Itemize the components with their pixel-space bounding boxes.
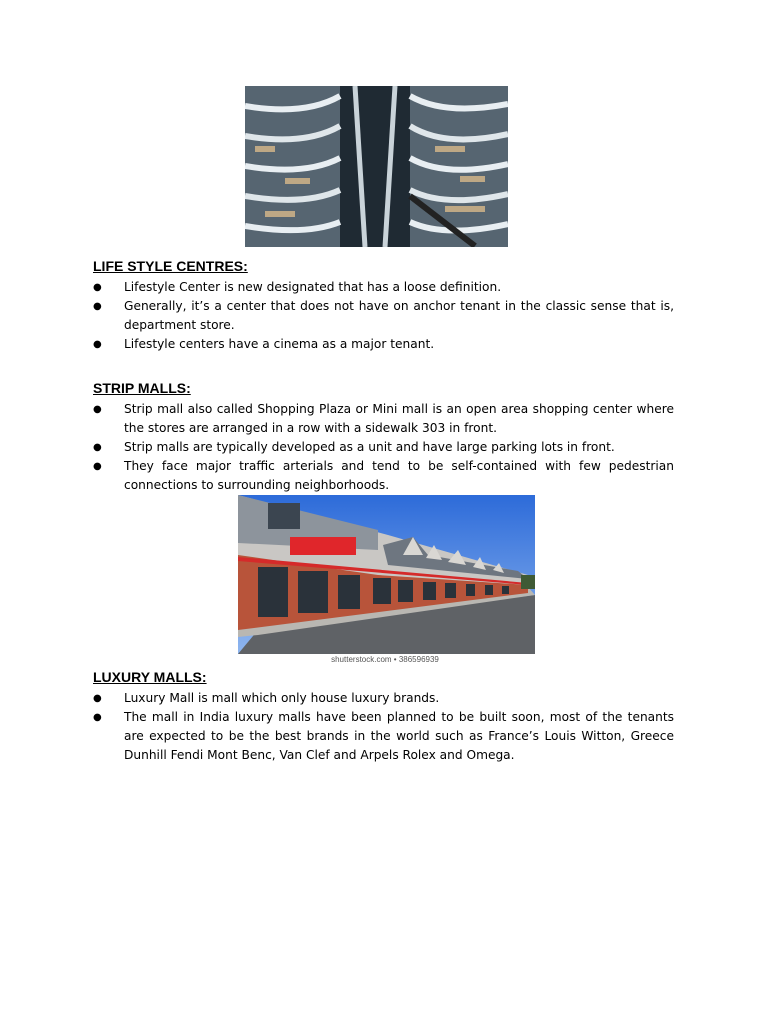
list-item-text: The mall in India luxury malls have been planned to be built soon, most of the tenants are expected to be the best brands in the world such as France’s Louis Witton, Greece Dunhill Fendi Mont Benc, Van Clef and Arpels Rolex and Omega. — [124, 710, 674, 762]
bullet-icon: ● — [93, 442, 102, 453]
list-item — [93, 400, 674, 438]
list-item-text: Strip malls are typically developed as a unit and have large parking lots in front. — [124, 440, 615, 454]
bullet-icon: ● — [93, 282, 102, 293]
bullet-icon: ● — [93, 712, 102, 723]
mall-interior-photo — [245, 86, 508, 247]
list-item-text: Strip mall also called Shopping Plaza or Mini mall is an open area shopping center where the stores are arranged in a row with a sidewalk 303 in front. — [124, 402, 674, 435]
bullet-icon: ● — [93, 339, 102, 350]
list-item — [93, 278, 674, 297]
bullet-icon: ● — [93, 404, 102, 415]
section-heading-lifestyle: LIFE STYLE CENTRES: — [93, 258, 248, 274]
list-item — [93, 689, 674, 708]
list-item-text: Luxury Mall is mall which only house luxury brands. — [124, 691, 440, 705]
lifestyle-bullet-list — [93, 278, 674, 354]
section-heading-luxury-malls: LUXURY MALLS: — [93, 669, 207, 685]
list-item — [93, 708, 674, 765]
list-item — [93, 457, 674, 495]
list-item-text: Lifestyle Center is new designated that has a loose definition. — [124, 280, 502, 294]
bullet-icon: ● — [93, 693, 102, 704]
strip-mall-photo — [238, 495, 535, 654]
bullet-icon: ● — [93, 301, 102, 312]
list-item-text: They face major traffic arterials and tend to be self-contained with few pedestrian connections to surrounding neighborhoods. — [124, 459, 674, 492]
list-item — [93, 335, 674, 354]
luxury-malls-bullet-list — [93, 689, 674, 765]
bullet-icon: ● — [93, 461, 102, 472]
section-heading-strip-malls: STRIP MALLS: — [93, 380, 191, 396]
strip-mall-photo-caption: shutterstock.com • 386596939 — [331, 655, 439, 664]
list-item — [93, 297, 674, 335]
list-item — [93, 438, 674, 457]
strip-malls-bullet-list — [93, 400, 674, 495]
list-item-text: Generally, it’s a center that does not have on anchor tenant in the classic sense that is, department store. — [124, 299, 674, 332]
list-item-text: Lifestyle centers have a cinema as a major tenant. — [124, 337, 435, 351]
